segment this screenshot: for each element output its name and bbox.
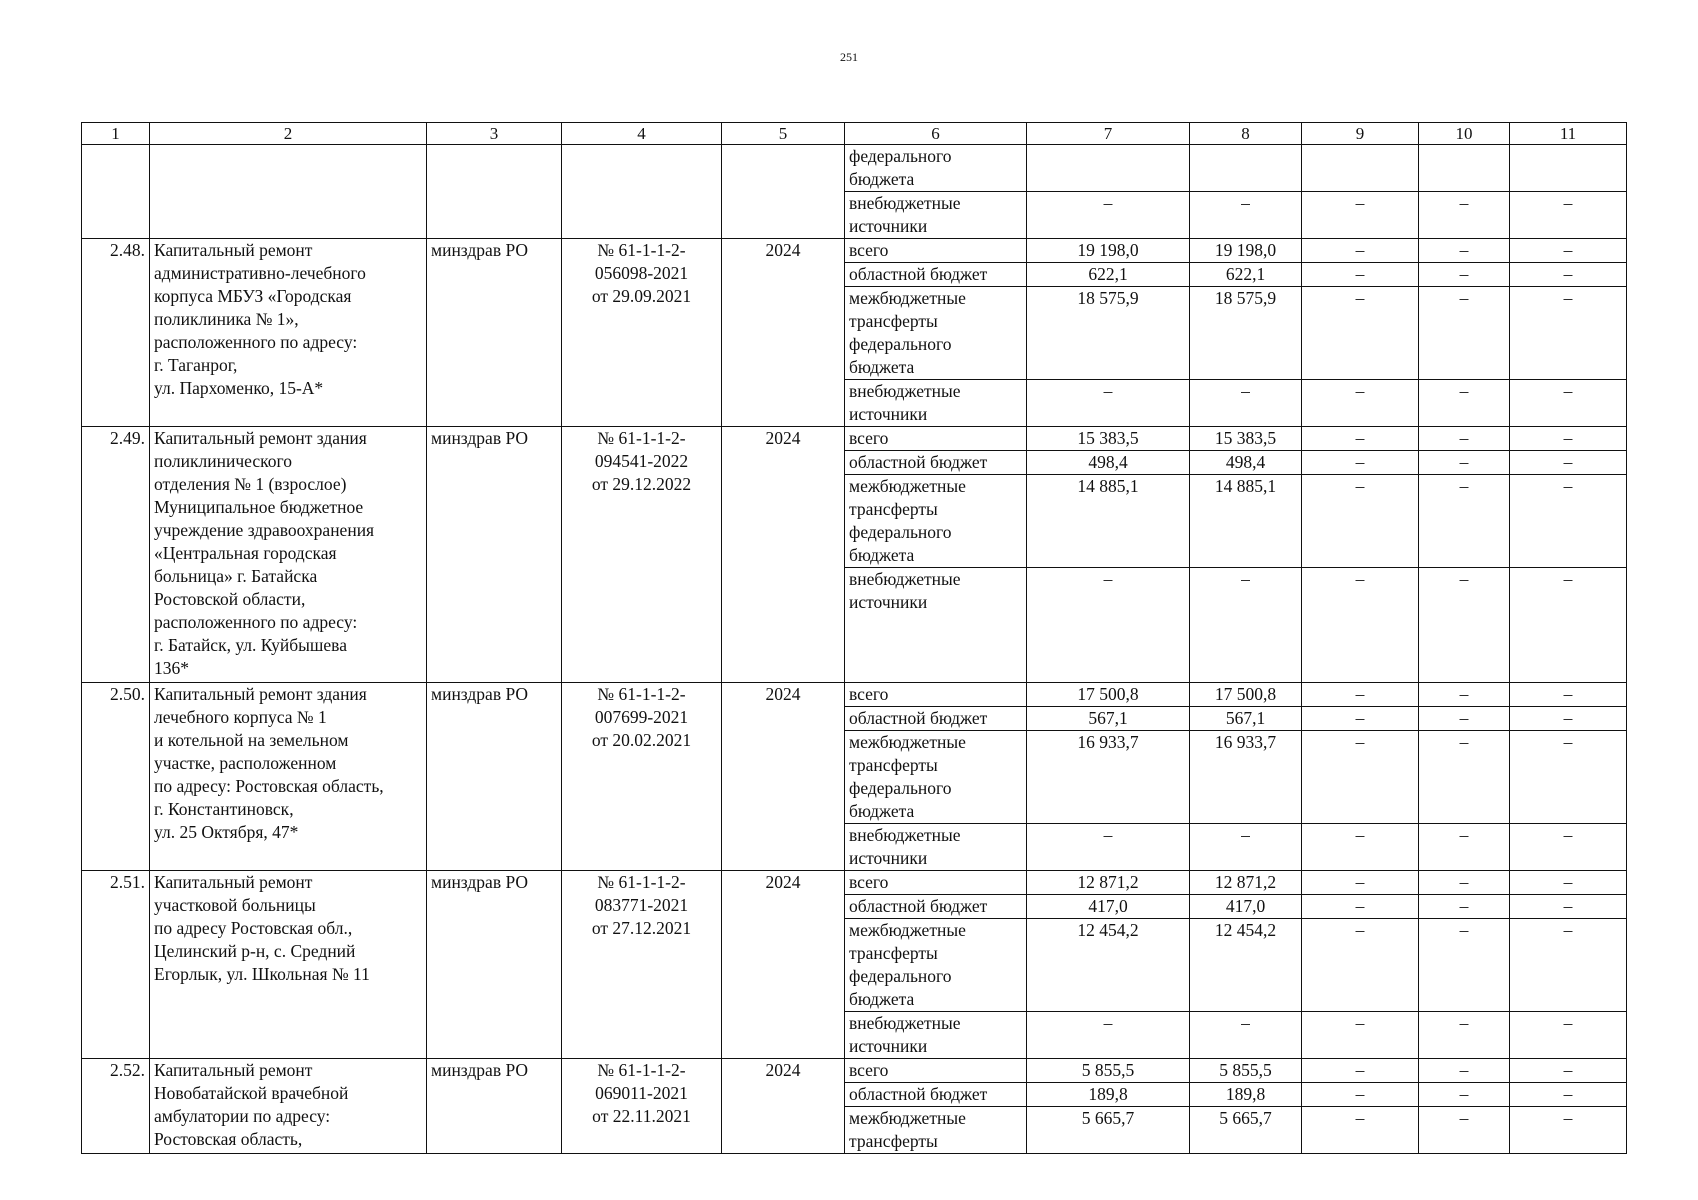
funding-source bbox=[845, 287, 1027, 380]
funding-source-line: бюджета bbox=[849, 801, 915, 821]
object-name-line: лечебного корпуса № 1 bbox=[154, 707, 327, 727]
funding-source bbox=[845, 568, 1027, 683]
entry-index: 2.51. bbox=[82, 871, 150, 1059]
funding-source bbox=[845, 475, 1027, 568]
amount-v8 bbox=[1190, 145, 1302, 192]
column-number-header: 6 bbox=[845, 123, 1027, 145]
amount-v7: 189,8 bbox=[1027, 1083, 1190, 1107]
object-name-line: больница» г. Батайска bbox=[154, 566, 318, 586]
document-line: от 27.12.2021 bbox=[591, 918, 692, 938]
amount-v10: – bbox=[1419, 427, 1510, 451]
amount-v9: – bbox=[1302, 287, 1419, 380]
amount-v10: – bbox=[1419, 451, 1510, 475]
object-name-line: г. Константиновск, bbox=[154, 799, 294, 819]
amount-v11: – bbox=[1510, 731, 1627, 824]
document-line: от 20.02.2021 bbox=[591, 730, 692, 750]
funding-source bbox=[845, 380, 1027, 427]
amount-v10: – bbox=[1419, 1059, 1510, 1083]
funding-source bbox=[845, 731, 1027, 824]
header-row bbox=[82, 123, 1627, 145]
document-line: № 61-1-1-2- bbox=[597, 240, 686, 260]
amount-v8: 12 454,2 bbox=[1190, 919, 1302, 1012]
continuation-customer bbox=[427, 145, 562, 239]
continuation-year bbox=[722, 145, 845, 239]
amount-v8: – bbox=[1190, 192, 1302, 239]
funding-source bbox=[845, 919, 1027, 1012]
funding-source-line: областной бюджет bbox=[849, 896, 988, 916]
object-name-line: административно-лечебного bbox=[154, 263, 366, 283]
funding-source bbox=[845, 683, 1027, 707]
object-name-line: корпуса МБУЗ «Городская bbox=[154, 286, 352, 306]
expertise-document bbox=[562, 1059, 722, 1154]
amount-v11: – bbox=[1510, 475, 1627, 568]
table-row bbox=[82, 427, 1627, 451]
amount-v10: – bbox=[1419, 192, 1510, 239]
document-line: 094541-2022 bbox=[594, 451, 689, 471]
amount-v7: – bbox=[1027, 824, 1190, 871]
funding-source bbox=[845, 239, 1027, 263]
amount-v7: 12 454,2 bbox=[1027, 919, 1190, 1012]
funding-source-line: бюджета bbox=[849, 357, 915, 377]
amount-v9: – bbox=[1302, 239, 1419, 263]
page-number: 251 bbox=[840, 50, 858, 64]
entry-index: 2.52. bbox=[82, 1059, 150, 1154]
document-line: 069011-2021 bbox=[595, 1083, 688, 1103]
amount-v9: – bbox=[1302, 707, 1419, 731]
amount-v10: – bbox=[1419, 707, 1510, 731]
object-name-line: Капитальный ремонт bbox=[154, 872, 313, 892]
continuation-doc bbox=[562, 145, 722, 239]
amount-v11: – bbox=[1510, 919, 1627, 1012]
funding-source-line: межбюджетные bbox=[849, 476, 966, 496]
amount-v8: 17 500,8 bbox=[1190, 683, 1302, 707]
table-row bbox=[82, 145, 1627, 192]
funding-source-line: федерального bbox=[849, 966, 952, 986]
amount-v9: – bbox=[1302, 451, 1419, 475]
amount-v11: – bbox=[1510, 239, 1627, 263]
amount-v8: 567,1 bbox=[1190, 707, 1302, 731]
column-number-header: 7 bbox=[1027, 123, 1190, 145]
object-name-line: Капитальный ремонт здания bbox=[154, 684, 367, 704]
funding-source-line: источники bbox=[849, 848, 928, 868]
expertise-document bbox=[562, 683, 722, 871]
amount-v7: 622,1 bbox=[1027, 263, 1190, 287]
funding-source-line: внебюджетные bbox=[849, 825, 961, 845]
amount-v11: – bbox=[1510, 824, 1627, 871]
amount-v10: – bbox=[1419, 731, 1510, 824]
table-row bbox=[82, 871, 1627, 895]
object-name-line: учреждение здравоохранения bbox=[154, 520, 375, 540]
funding-table bbox=[81, 122, 1627, 1154]
column-number-header: 1 bbox=[82, 123, 150, 145]
funding-source-line: областной бюджет bbox=[849, 1084, 988, 1104]
object-name-line: участковой больницы bbox=[154, 895, 316, 915]
funding-source-line: всего bbox=[849, 872, 889, 892]
object-name-line: и котельной на земельном bbox=[154, 730, 349, 750]
funding-source-line: всего bbox=[849, 428, 889, 448]
amount-v10: – bbox=[1419, 683, 1510, 707]
document-line: № 61-1-1-2- bbox=[597, 428, 686, 448]
amount-v10: – bbox=[1419, 475, 1510, 568]
funding-source bbox=[845, 895, 1027, 919]
object-name-line: ул. 25 Октября, 47* bbox=[154, 822, 299, 842]
funding-source-line: внебюджетные bbox=[849, 1013, 961, 1033]
object-name-line: Капитальный ремонт здания bbox=[154, 428, 367, 448]
funding-source bbox=[845, 263, 1027, 287]
funding-source-line: бюджета bbox=[849, 545, 915, 565]
funding-source-line: федерального bbox=[849, 146, 952, 166]
object-name bbox=[150, 871, 427, 1059]
amount-v7: 16 933,7 bbox=[1027, 731, 1190, 824]
customer: минздрав РО bbox=[427, 239, 562, 427]
amount-v10: – bbox=[1419, 919, 1510, 1012]
amount-v9: – bbox=[1302, 263, 1419, 287]
amount-v10: – bbox=[1419, 263, 1510, 287]
amount-v8: 417,0 bbox=[1190, 895, 1302, 919]
completion-year: 2024 bbox=[722, 683, 845, 871]
funding-source bbox=[845, 1107, 1027, 1154]
amount-v11: – bbox=[1510, 683, 1627, 707]
amount-v7: 14 885,1 bbox=[1027, 475, 1190, 568]
object-name bbox=[150, 427, 427, 683]
amount-v11: – bbox=[1510, 1083, 1627, 1107]
amount-v8: – bbox=[1190, 380, 1302, 427]
funding-source bbox=[845, 824, 1027, 871]
funding-source-line: источники bbox=[849, 216, 928, 236]
document-line: от 29.12.2022 bbox=[591, 474, 692, 494]
amount-v7: 12 871,2 bbox=[1027, 871, 1190, 895]
object-name-line: Новобатайской врачебной bbox=[154, 1083, 349, 1103]
amount-v9: – bbox=[1302, 683, 1419, 707]
amount-v11: – bbox=[1510, 192, 1627, 239]
table-row bbox=[82, 1059, 1627, 1083]
funding-source-line: бюджета bbox=[849, 989, 915, 1009]
funding-source-line: межбюджетные bbox=[849, 288, 966, 308]
amount-v8: – bbox=[1190, 568, 1302, 683]
amount-v9: – bbox=[1302, 919, 1419, 1012]
amount-v7: 19 198,0 bbox=[1027, 239, 1190, 263]
funding-source-line: бюджета bbox=[849, 169, 915, 189]
document-line: 083771-2021 bbox=[594, 895, 689, 915]
object-name-line: Муниципальное бюджетное bbox=[154, 497, 364, 517]
amount-v9: – bbox=[1302, 731, 1419, 824]
object-name-line: Капитальный ремонт bbox=[154, 1060, 313, 1080]
completion-year: 2024 bbox=[722, 871, 845, 1059]
column-number-header: 8 bbox=[1190, 123, 1302, 145]
amount-v11: – bbox=[1510, 1012, 1627, 1059]
funding-source-line: федерального bbox=[849, 778, 952, 798]
customer: минздрав РО bbox=[427, 427, 562, 683]
amount-v8: – bbox=[1190, 1012, 1302, 1059]
amount-v7: 498,4 bbox=[1027, 451, 1190, 475]
object-name bbox=[150, 1059, 427, 1154]
amount-v10: – bbox=[1419, 1107, 1510, 1154]
entry-index: 2.49. bbox=[82, 427, 150, 683]
document-line: от 29.09.2021 bbox=[591, 286, 692, 306]
amount-v10: – bbox=[1419, 380, 1510, 427]
amount-v10: – bbox=[1419, 568, 1510, 683]
document-line: 007699-2021 bbox=[594, 707, 689, 727]
column-number-header: 4 bbox=[562, 123, 722, 145]
funding-source-line: всего bbox=[849, 1060, 889, 1080]
amount-v7: – bbox=[1027, 380, 1190, 427]
amount-v9: – bbox=[1302, 427, 1419, 451]
amount-v9 bbox=[1302, 145, 1419, 192]
funding-source-line: источники bbox=[849, 404, 928, 424]
completion-year: 2024 bbox=[722, 239, 845, 427]
funding-source-line: трансферты bbox=[849, 499, 938, 519]
object-name-line: отделения № 1 (взрослое) bbox=[154, 474, 347, 494]
funding-source bbox=[845, 145, 1027, 192]
amount-v9: – bbox=[1302, 568, 1419, 683]
funding-source-line: внебюджетные bbox=[849, 569, 961, 589]
funding-source-line: межбюджетные bbox=[849, 1108, 966, 1128]
funding-source-line: внебюджетные bbox=[849, 381, 961, 401]
document-line: № 61-1-1-2- bbox=[597, 684, 686, 704]
object-name-line: Капитальный ремонт bbox=[154, 240, 313, 260]
object-name bbox=[150, 683, 427, 871]
document-line: 056098-2021 bbox=[594, 263, 689, 283]
amount-v8: 19 198,0 bbox=[1190, 239, 1302, 263]
amount-v9: – bbox=[1302, 895, 1419, 919]
funding-source bbox=[845, 1083, 1027, 1107]
entry-index: 2.48. bbox=[82, 239, 150, 427]
amount-v9: – bbox=[1302, 1107, 1419, 1154]
amount-v9: – bbox=[1302, 824, 1419, 871]
amount-v7: 417,0 bbox=[1027, 895, 1190, 919]
amount-v8: 15 383,5 bbox=[1190, 427, 1302, 451]
document-line: от 22.11.2021 bbox=[592, 1106, 691, 1126]
funding-source bbox=[845, 1012, 1027, 1059]
amount-v9: – bbox=[1302, 192, 1419, 239]
object-name-line: участке, расположенном bbox=[154, 753, 337, 773]
object-name-line: Ростовской области, bbox=[154, 589, 306, 609]
amount-v11: – bbox=[1510, 1059, 1627, 1083]
amount-v9: – bbox=[1302, 1083, 1419, 1107]
funding-source bbox=[845, 1059, 1027, 1083]
completion-year: 2024 bbox=[722, 1059, 845, 1154]
object-name-line: расположенного по адресу: bbox=[154, 332, 358, 352]
amount-v8: – bbox=[1190, 824, 1302, 871]
funding-source-line: всего bbox=[849, 684, 889, 704]
funding-source-line: всего bbox=[849, 240, 889, 260]
funding-source-line: внебюджетные bbox=[849, 193, 961, 213]
amount-v7: 5 665,7 bbox=[1027, 1107, 1190, 1154]
object-name-line: г. Таганрог, bbox=[154, 355, 238, 375]
amount-v11: – bbox=[1510, 380, 1627, 427]
amount-v9: – bbox=[1302, 1012, 1419, 1059]
expertise-document bbox=[562, 871, 722, 1059]
amount-v8: 622,1 bbox=[1190, 263, 1302, 287]
amount-v8: 16 933,7 bbox=[1190, 731, 1302, 824]
continuation-name bbox=[150, 145, 427, 239]
customer: минздрав РО bbox=[427, 1059, 562, 1154]
funding-source-line: федерального bbox=[849, 522, 952, 542]
amount-v7 bbox=[1027, 145, 1190, 192]
amount-v10: – bbox=[1419, 239, 1510, 263]
object-name-line: расположенного по адресу: bbox=[154, 612, 358, 632]
amount-v10: – bbox=[1419, 287, 1510, 380]
object-name-line: по адресу: Ростовская область, bbox=[154, 776, 384, 796]
amount-v7: 17 500,8 bbox=[1027, 683, 1190, 707]
funding-source-line: трансферты bbox=[849, 311, 938, 331]
object-name-line: поликлиника № 1», bbox=[154, 309, 299, 329]
customer: минздрав РО bbox=[427, 871, 562, 1059]
document-line: № 61-1-1-2- bbox=[597, 1060, 686, 1080]
amount-v11: – bbox=[1510, 871, 1627, 895]
funding-source-line: областной бюджет bbox=[849, 708, 988, 728]
funding-source-line: областной бюджет bbox=[849, 452, 988, 472]
funding-source-line: межбюджетные bbox=[849, 732, 966, 752]
object-name-line: Целинский р-н, с. Средний bbox=[154, 941, 356, 961]
expertise-document bbox=[562, 427, 722, 683]
funding-source-line: трансферты bbox=[849, 1131, 938, 1151]
amount-v11: – bbox=[1510, 568, 1627, 683]
amount-v11 bbox=[1510, 145, 1627, 192]
amount-v11: – bbox=[1510, 287, 1627, 380]
amount-v8: 5 855,5 bbox=[1190, 1059, 1302, 1083]
amount-v11: – bbox=[1510, 1107, 1627, 1154]
amount-v11: – bbox=[1510, 707, 1627, 731]
object-name-line: поликлинического bbox=[154, 451, 292, 471]
amount-v10: – bbox=[1419, 1012, 1510, 1059]
amount-v8: 18 575,9 bbox=[1190, 287, 1302, 380]
funding-source bbox=[845, 871, 1027, 895]
amount-v7: – bbox=[1027, 192, 1190, 239]
continuation-index bbox=[82, 145, 150, 239]
amount-v8: 14 885,1 bbox=[1190, 475, 1302, 568]
column-number-header: 11 bbox=[1510, 123, 1627, 145]
amount-v9: – bbox=[1302, 1059, 1419, 1083]
column-number-header: 9 bbox=[1302, 123, 1419, 145]
object-name-line: амбулатории по адресу: bbox=[154, 1106, 331, 1126]
column-number-header: 2 bbox=[150, 123, 427, 145]
amount-v8: 498,4 bbox=[1190, 451, 1302, 475]
funding-source-line: трансферты bbox=[849, 943, 938, 963]
amount-v8: 5 665,7 bbox=[1190, 1107, 1302, 1154]
table-row bbox=[82, 239, 1627, 263]
amount-v8: 12 871,2 bbox=[1190, 871, 1302, 895]
funding-source-line: межбюджетные bbox=[849, 920, 966, 940]
amount-v10: – bbox=[1419, 1083, 1510, 1107]
completion-year: 2024 bbox=[722, 427, 845, 683]
object-name-line: г. Батайск, ул. Куйбышева bbox=[154, 635, 347, 655]
object-name-line: по адресу Ростовская обл., bbox=[154, 918, 353, 938]
funding-source-line: источники bbox=[849, 592, 928, 612]
amount-v11: – bbox=[1510, 263, 1627, 287]
amount-v9: – bbox=[1302, 475, 1419, 568]
object-name-line: «Центральная городская bbox=[154, 543, 337, 563]
funding-source-line: областной бюджет bbox=[849, 264, 988, 284]
funding-source bbox=[845, 427, 1027, 451]
funding-source bbox=[845, 707, 1027, 731]
amount-v10: – bbox=[1419, 895, 1510, 919]
column-number-header: 10 bbox=[1419, 123, 1510, 145]
column-number-header: 3 bbox=[427, 123, 562, 145]
amount-v7: 5 855,5 bbox=[1027, 1059, 1190, 1083]
expertise-document bbox=[562, 239, 722, 427]
document-line: № 61-1-1-2- bbox=[597, 872, 686, 892]
funding-source-line: федерального bbox=[849, 334, 952, 354]
amount-v11: – bbox=[1510, 895, 1627, 919]
table-row bbox=[82, 683, 1627, 707]
amount-v11: – bbox=[1510, 451, 1627, 475]
amount-v7: – bbox=[1027, 568, 1190, 683]
amount-v9: – bbox=[1302, 380, 1419, 427]
amount-v7: 567,1 bbox=[1027, 707, 1190, 731]
funding-source bbox=[845, 451, 1027, 475]
funding-source bbox=[845, 192, 1027, 239]
object-name-line: Егорлык, ул. Школьная № 11 bbox=[154, 964, 370, 984]
funding-source-line: трансферты bbox=[849, 755, 938, 775]
customer: минздрав РО bbox=[427, 683, 562, 871]
column-number-header: 5 bbox=[722, 123, 845, 145]
amount-v11: – bbox=[1510, 427, 1627, 451]
amount-v9: – bbox=[1302, 871, 1419, 895]
object-name-line: ул. Пархоменко, 15-А* bbox=[154, 378, 324, 398]
entry-index: 2.50. bbox=[82, 683, 150, 871]
amount-v7: 18 575,9 bbox=[1027, 287, 1190, 380]
funding-source-line: источники bbox=[849, 1036, 928, 1056]
object-name-line: 136* bbox=[154, 658, 189, 678]
amount-v7: 15 383,5 bbox=[1027, 427, 1190, 451]
amount-v7: – bbox=[1027, 1012, 1190, 1059]
object-name-line: Ростовская область, bbox=[154, 1129, 303, 1149]
amount-v8: 189,8 bbox=[1190, 1083, 1302, 1107]
amount-v10: – bbox=[1419, 824, 1510, 871]
amount-v10: – bbox=[1419, 871, 1510, 895]
amount-v10 bbox=[1419, 145, 1510, 192]
object-name bbox=[150, 239, 427, 427]
